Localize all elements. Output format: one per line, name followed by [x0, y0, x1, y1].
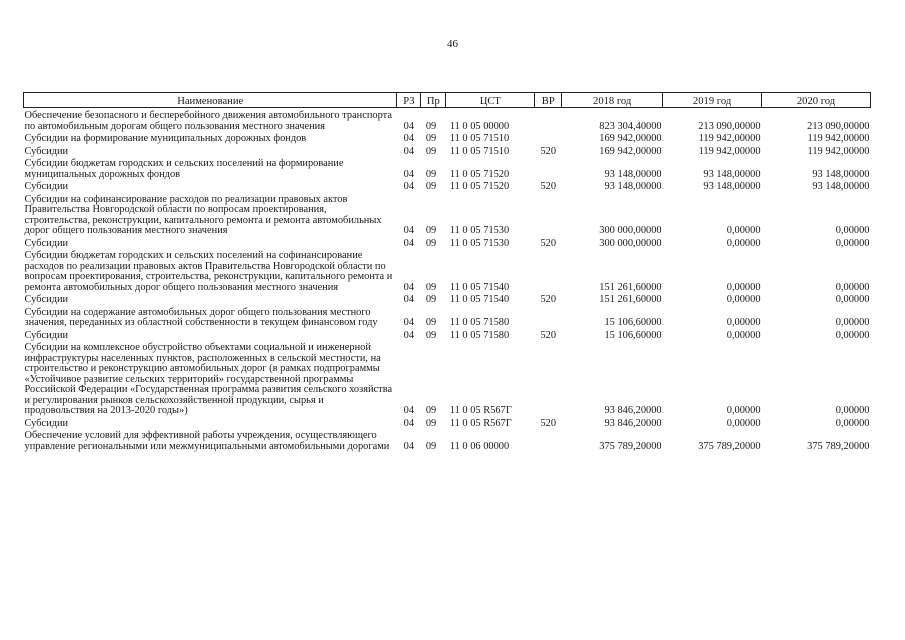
header-pr: Пр — [421, 93, 446, 108]
table-cell-rz: 04 — [403, 294, 415, 305]
table-cell-2019: 0,00000 — [726, 417, 761, 429]
table-cell-name: Субсидии — [24, 237, 69, 249]
table-cell-2019: 0,00000 — [726, 405, 761, 416]
table-cell-name: Субсидии на содержание автомобильных дорог общего пользования местного значения, переданных из областной собственности в текущем финансовом году — [24, 306, 378, 328]
header-cst: ЦСТ — [446, 93, 535, 108]
table-cell-pr: 09 — [425, 168, 437, 180]
table-cell-rz: 04 — [403, 145, 415, 157]
table-cell-2018: 151 261,60000 — [599, 294, 662, 305]
table-row — [24, 108, 871, 135]
header-name: Наименование — [24, 93, 397, 108]
table-cell-2018: 93 148,00000 — [604, 181, 662, 192]
table-cell-2019: 0,00000 — [726, 294, 761, 305]
table-cell-pr: 09 — [425, 225, 437, 236]
table-cell-rz: 04 — [403, 168, 415, 180]
table-cell-vr: 520 — [540, 237, 557, 249]
table-cell-2020: 0,00000 — [835, 329, 870, 341]
table-cell-2020: 119 942,00000 — [807, 145, 870, 157]
table-cell-vr: 520 — [540, 329, 557, 341]
table-cell-2018: 169 942,00000 — [599, 145, 662, 157]
table-cell-rz: 04 — [403, 417, 415, 429]
table-cell-name: Субсидии бюджетам городских и сельских поселений на софинансирование расходов по реализации правовых актов Правительства Новгородской области по вопросам проектирования, строительства, реконструкции, капитального ремонта и ремонта автомобильных дорог общего пользования местного значения — [24, 250, 393, 293]
table-cell-cst: 11 0 06 00000 — [449, 440, 510, 452]
table-cell-2018: 300 000,00000 — [599, 237, 662, 249]
header-2019: 2019 год — [663, 93, 762, 108]
table-cell-2020: 0,00000 — [835, 417, 870, 429]
table-cell-rz: 04 — [403, 225, 415, 236]
table-row — [24, 308, 871, 331]
table-row — [24, 251, 871, 295]
table-cell-2019: 213 090,00000 — [698, 120, 761, 132]
table-cell-2019: 0,00000 — [726, 329, 761, 341]
header-rz: РЗ — [397, 93, 421, 108]
table-row — [24, 295, 871, 308]
table-cell-pr: 09 — [425, 181, 437, 192]
table-cell-2019: 119 942,00000 — [698, 145, 761, 157]
table-cell-name: Субсидии — [24, 417, 69, 429]
table-cell-pr: 09 — [425, 145, 437, 157]
table-cell-name: Обеспечение безопасного и бесперебойного движения автомобильного транспорта по автомобильным дорогам общего пользования местного значения — [24, 110, 392, 132]
table-cell-cst: 11 0 05 71520 — [449, 181, 510, 192]
table-cell-vr: 520 — [540, 145, 557, 157]
table-cell-name: Субсидии на формирование муниципальных дорожных фондов — [24, 133, 307, 144]
table-cell-rz: 04 — [403, 317, 415, 328]
table-cell-cst: 11 0 05 71580 — [449, 329, 510, 341]
table-row — [24, 195, 871, 239]
table-cell-vr: 520 — [540, 294, 557, 305]
table-cell-cst: 11 0 05 71520 — [449, 168, 510, 180]
table-row — [24, 182, 871, 195]
table-cell-cst: 11 0 05 71530 — [449, 237, 510, 249]
table-cell-cst: 11 0 05 71580 — [449, 317, 510, 328]
table-cell-name: Субсидии — [24, 145, 69, 157]
table-cell-2018: 93 846,20000 — [604, 417, 662, 429]
table-cell-2018: 300 000,00000 — [599, 225, 662, 236]
table-cell-2018: 93 846,20000 — [604, 405, 662, 416]
table-cell-name: Субсидии бюджетам городских и сельских поселений на формирование муниципальных дорожных фондов — [24, 158, 344, 180]
table-cell-rz: 04 — [403, 181, 415, 192]
table-cell-vr — [535, 251, 562, 295]
table-cell-rz: 04 — [403, 405, 415, 416]
table-cell-pr: 09 — [425, 329, 437, 341]
table-cell-vr — [535, 431, 562, 454]
table-cell-2018: 375 789,20000 — [599, 440, 662, 452]
table-cell-vr — [535, 108, 562, 135]
table-row — [24, 431, 871, 454]
table-cell-pr: 09 — [425, 133, 437, 144]
table-cell-2020: 213 090,00000 — [807, 120, 870, 132]
table-cell-cst: 11 0 05 71510 — [449, 145, 510, 157]
table-cell-2020: 0,00000 — [835, 281, 870, 293]
table-cell-cst: 11 0 05 71530 — [449, 225, 510, 236]
table-cell-vr: 520 — [540, 181, 557, 192]
table-cell-2020: 93 148,00000 — [812, 168, 870, 180]
table-cell-2020: 93 148,00000 — [812, 181, 870, 192]
table-cell-rz: 04 — [403, 120, 415, 132]
table-cell-vr — [535, 343, 562, 419]
table-cell-cst: 11 0 05 71510 — [449, 133, 510, 144]
table-cell-cst: 11 0 05 71540 — [449, 281, 510, 293]
table-cell-2019: 0,00000 — [726, 317, 761, 328]
table-cell-vr — [535, 308, 562, 331]
table-cell-pr: 09 — [425, 417, 437, 429]
table-cell-pr: 09 — [425, 294, 437, 305]
table-cell-name: Обеспечение условий для эффективной работы учреждения, осуществляющего управление региональными или межмуниципальными автомобильными дорогами — [24, 430, 390, 452]
table-cell-pr: 09 — [425, 281, 437, 293]
table-cell-cst: 11 0 05 R567Г — [449, 405, 512, 416]
table-cell-2019: 0,00000 — [726, 281, 761, 293]
table-cell-cst: 11 0 05 00000 — [449, 120, 510, 132]
table-cell-pr: 09 — [425, 237, 437, 249]
table-cell-2020: 0,00000 — [835, 405, 870, 416]
table-cell-vr: 520 — [540, 417, 557, 429]
table-cell-2020: 0,00000 — [835, 317, 870, 328]
table-cell-vr — [535, 159, 562, 182]
table-cell-rz: 04 — [403, 133, 415, 144]
table-cell-name: Субсидии на софинансирование расходов по реализации правовых актов Правительства Новгородской области по вопросам проектирования, строительства, реконструкции, капитального ремонта и ремонта автомобильных дорог общего пользования местного значения — [24, 193, 382, 236]
table-cell-pr: 09 — [425, 317, 437, 328]
budget-table — [23, 92, 871, 454]
table-cell-2018: 93 148,00000 — [604, 168, 662, 180]
table-cell-name: Субсидии на комплексное обустройство объектами социальной и инженерной инфраструктуры населенных пунктов, расположенных в сельской местности, на строительство и реконструкцию автомобильных дорог (в рамках подпрограммы «Устойчивое развитие сельских территорий» государственной программы Российской Федерации «Государственная программа развития сельского хозяйства и регулирования рынков сельскохозяйственной продукции, сырья и продовольствия на 2013-2020 годы») — [24, 342, 393, 416]
table-cell-2020: 119 942,00000 — [807, 133, 870, 144]
table-cell-pr: 09 — [425, 120, 437, 132]
table-body — [24, 108, 871, 455]
table-cell-name: Субсидии — [24, 181, 69, 192]
table-cell-pr: 09 — [425, 405, 437, 416]
table-cell-cst: 11 0 05 71540 — [449, 294, 510, 305]
table-cell-2020: 0,00000 — [835, 225, 870, 236]
table-cell-pr: 09 — [425, 440, 437, 452]
table-cell-2020: 375 789,20000 — [807, 440, 870, 452]
table-cell-rz: 04 — [403, 440, 415, 452]
table-row — [24, 159, 871, 182]
header-2020: 2020 год — [762, 93, 871, 108]
table-cell-vr — [535, 134, 562, 147]
header-2018: 2018 год — [562, 93, 663, 108]
header-vr: ВР — [535, 93, 562, 108]
table-cell-cst: 11 0 05 R567Г — [449, 417, 512, 429]
table-cell-2020: 0,00000 — [835, 294, 870, 305]
table-cell-2019: 0,00000 — [726, 225, 761, 236]
table-row — [24, 343, 871, 419]
table-cell-2019: 119 942,00000 — [698, 133, 761, 144]
table-cell-2020: 0,00000 — [835, 237, 870, 249]
table-row — [24, 134, 871, 147]
table-cell-2018: 15 106,60000 — [604, 317, 662, 328]
table-cell-2019: 375 789,20000 — [698, 440, 761, 452]
table-cell-name: Субсидии — [24, 329, 69, 341]
page-number: 46 — [447, 38, 458, 50]
table-cell-rz: 04 — [403, 329, 415, 341]
table-cell-2019: 93 148,00000 — [703, 168, 761, 180]
table-cell-2018: 823 304,40000 — [599, 120, 662, 132]
table-cell-2019: 93 148,00000 — [703, 181, 761, 192]
table-cell-rz: 04 — [403, 281, 415, 293]
table-cell-2018: 151 261,60000 — [599, 281, 662, 293]
table-cell-name: Субсидии — [24, 294, 69, 305]
table-cell-vr — [535, 195, 562, 239]
table-cell-2019: 0,00000 — [726, 237, 761, 249]
table-cell-2018: 15 106,60000 — [604, 329, 662, 341]
table-cell-rz: 04 — [403, 237, 415, 249]
table-header-row — [24, 93, 871, 108]
table-cell-2018: 169 942,00000 — [599, 133, 662, 144]
